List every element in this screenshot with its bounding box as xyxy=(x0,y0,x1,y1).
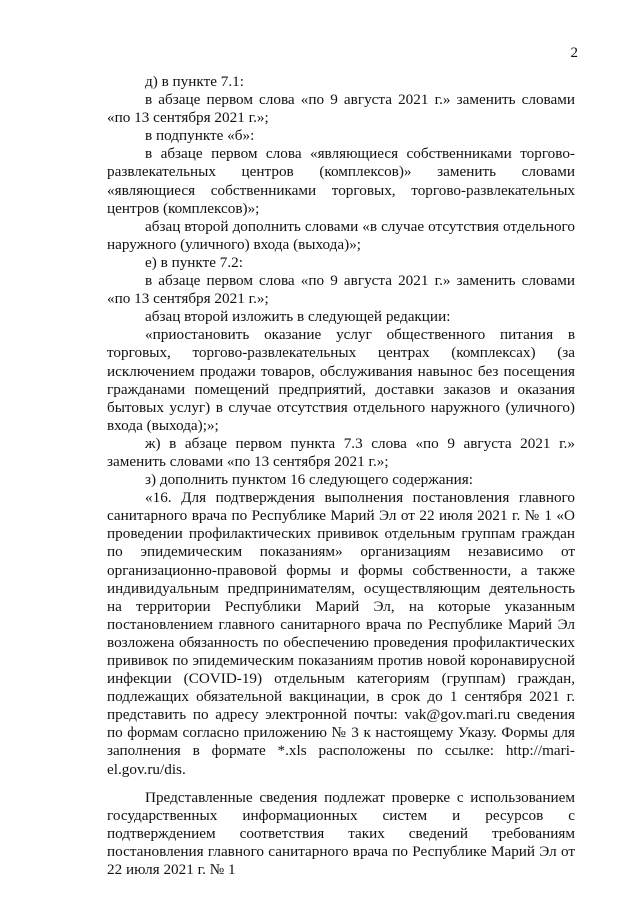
paragraph-item-e: е) в пункте 7.2: xyxy=(145,253,243,271)
paragraph-subitem-b-abzac2: абзац второй дополнить словами «в случае отсутствия отдельного наружного (уличного) входа (выхода)»; xyxy=(107,217,575,253)
paragraph-point-16: «16. Для подтверждения выполнения постановления главного санитарного врача по Республике Марий Эл от 22 июля 2021 г. № 1 «О проведении профилактических прививок отдельным группам граждан по эпидемическим показаниям» организациям независимо от организационно-правовой формы и формы собственности, а также индивидуальным предпринимателям, осуществляющим деятельность на территории Республики Марий Эл, на которые указанным постановлением главного санитарного врача по Республике Марий Эл возложена обязанность по обеспечению проведения профилактических прививок по эпидемическим показаниям против новой коронавирусной инфекции (COVID-19) отдельным категориям (группам) граждан, подлежащих обязательной вакцинации, в срок до 1 сентября 2021 г. представить по адресу электронной почты: vak@gov.mari.ru сведения по формам согласно приложению № 3 к настоящему Указу. Формы для заполнения в формате *.xls расположены по ссылке: http://mari-el.gov.ru/dis. xyxy=(107,489,575,778)
paragraph-subitem-b-abzac1: в абзаце первом слова «являющиеся собственниками торгово-развлекательных центров (комплексов)» заменить словами «являющиеся собственниками торговых, торгово-развлекательных центров (комплексов)»; xyxy=(107,145,575,217)
paragraph-item-e-abzac2: абзац второй изложить в следующей редакции: xyxy=(145,308,451,326)
paragraph-item-e-abzac1: в абзаце первом слова «по 9 августа 2021 г.» заменить словами «по 13 сентября 2021 г.»; xyxy=(107,272,575,308)
paragraph-item-z: з) дополнить пунктом 16 следующего содержания: xyxy=(145,471,473,489)
paragraph-item-d: д) в пункте 7.1: xyxy=(145,73,244,90)
paragraph-verification: Представленные сведения подлежат проверке с использованием государственных информационных систем и ресурсов с подтверждением соответствия таких сведений требованиям постановления главного санитарного врача по Республике Марий Эл от 22 июля 2021 г. № 1 xyxy=(107,788,575,879)
paragraph-new-wording: «приостановить оказание услуг общественного питания в торговых, торгово-развлекательных центрах (комплексах) (за исключением продажи товаров, обслуживания навынос без посещения гражданами помещений предприятий, доставки заказов и оказания бытовых услуг) в случае отсутствия отдельного наружного (уличного) входа (выхода);»; xyxy=(107,326,575,434)
page-number: 2 xyxy=(570,45,578,61)
paragraph-subitem-b: в подпункте «б»: xyxy=(145,127,255,145)
paragraph-item-d-abzac1: в абзаце первом слова «по 9 августа 2021 г.» заменить словами «по 13 сентября 2021 г.»; xyxy=(107,91,575,127)
document-body xyxy=(107,73,575,879)
paragraph-item-zh: ж) в абзаце первом пункта 7.3 слова «по 9 августа 2021 г.» заменить словами «по 13 сентября 2021 г.»; xyxy=(107,434,575,470)
